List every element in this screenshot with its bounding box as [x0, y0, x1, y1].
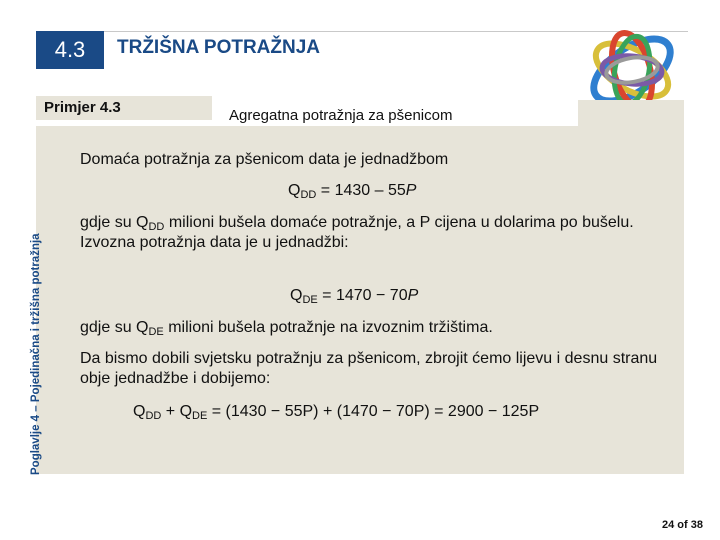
- paragraph-world-demand: Da bismo dobili svjetsku potražnju za pšenicom, zbrojit ćemo lijevu i desnu stranu obje jednadžbe i dobijemo:: [80, 350, 658, 387]
- equation-export-demand: $Q_{DE} = 1470 - 70P$: [290, 287, 419, 306]
- example-heading: Agregatna potražnja za pšenicom: [229, 107, 453, 124]
- example-label: Primjer 4.3: [36, 96, 212, 120]
- equation-world-demand: $Q_{DD} + Q_{DE} = (1430 - 55P) + (1470 - 70P) = 2900 - 125P$: [133, 403, 540, 422]
- chapter-side-label: Poglavlje 4 – Pojedinačna i tržišna potražnja: [30, 233, 42, 475]
- section-title: TRŽIŠNA POTRAŽNJA: [117, 37, 321, 58]
- paragraph-domestic: gdje su $Q_{DD}$ milioni bušela domaće potražnje, a P cijena u dolarima po bušelu. Izvozna potražnja data je u jednadžbi:: [80, 214, 634, 251]
- intro-text: Domaća potražnja za pšenicom data je jednadžbom: [80, 151, 449, 168]
- panel-corner: [578, 100, 684, 126]
- equation-domestic-demand: $Q_{DD} = 1430 - 55P$: [288, 182, 417, 201]
- page-number: 24 of 38: [662, 519, 703, 531]
- section-number-badge: 4.3: [36, 31, 104, 69]
- paragraph-export: gdje su $Q_{DE}$ milioni bušela potražnje na izvoznim tržištima.: [80, 319, 493, 338]
